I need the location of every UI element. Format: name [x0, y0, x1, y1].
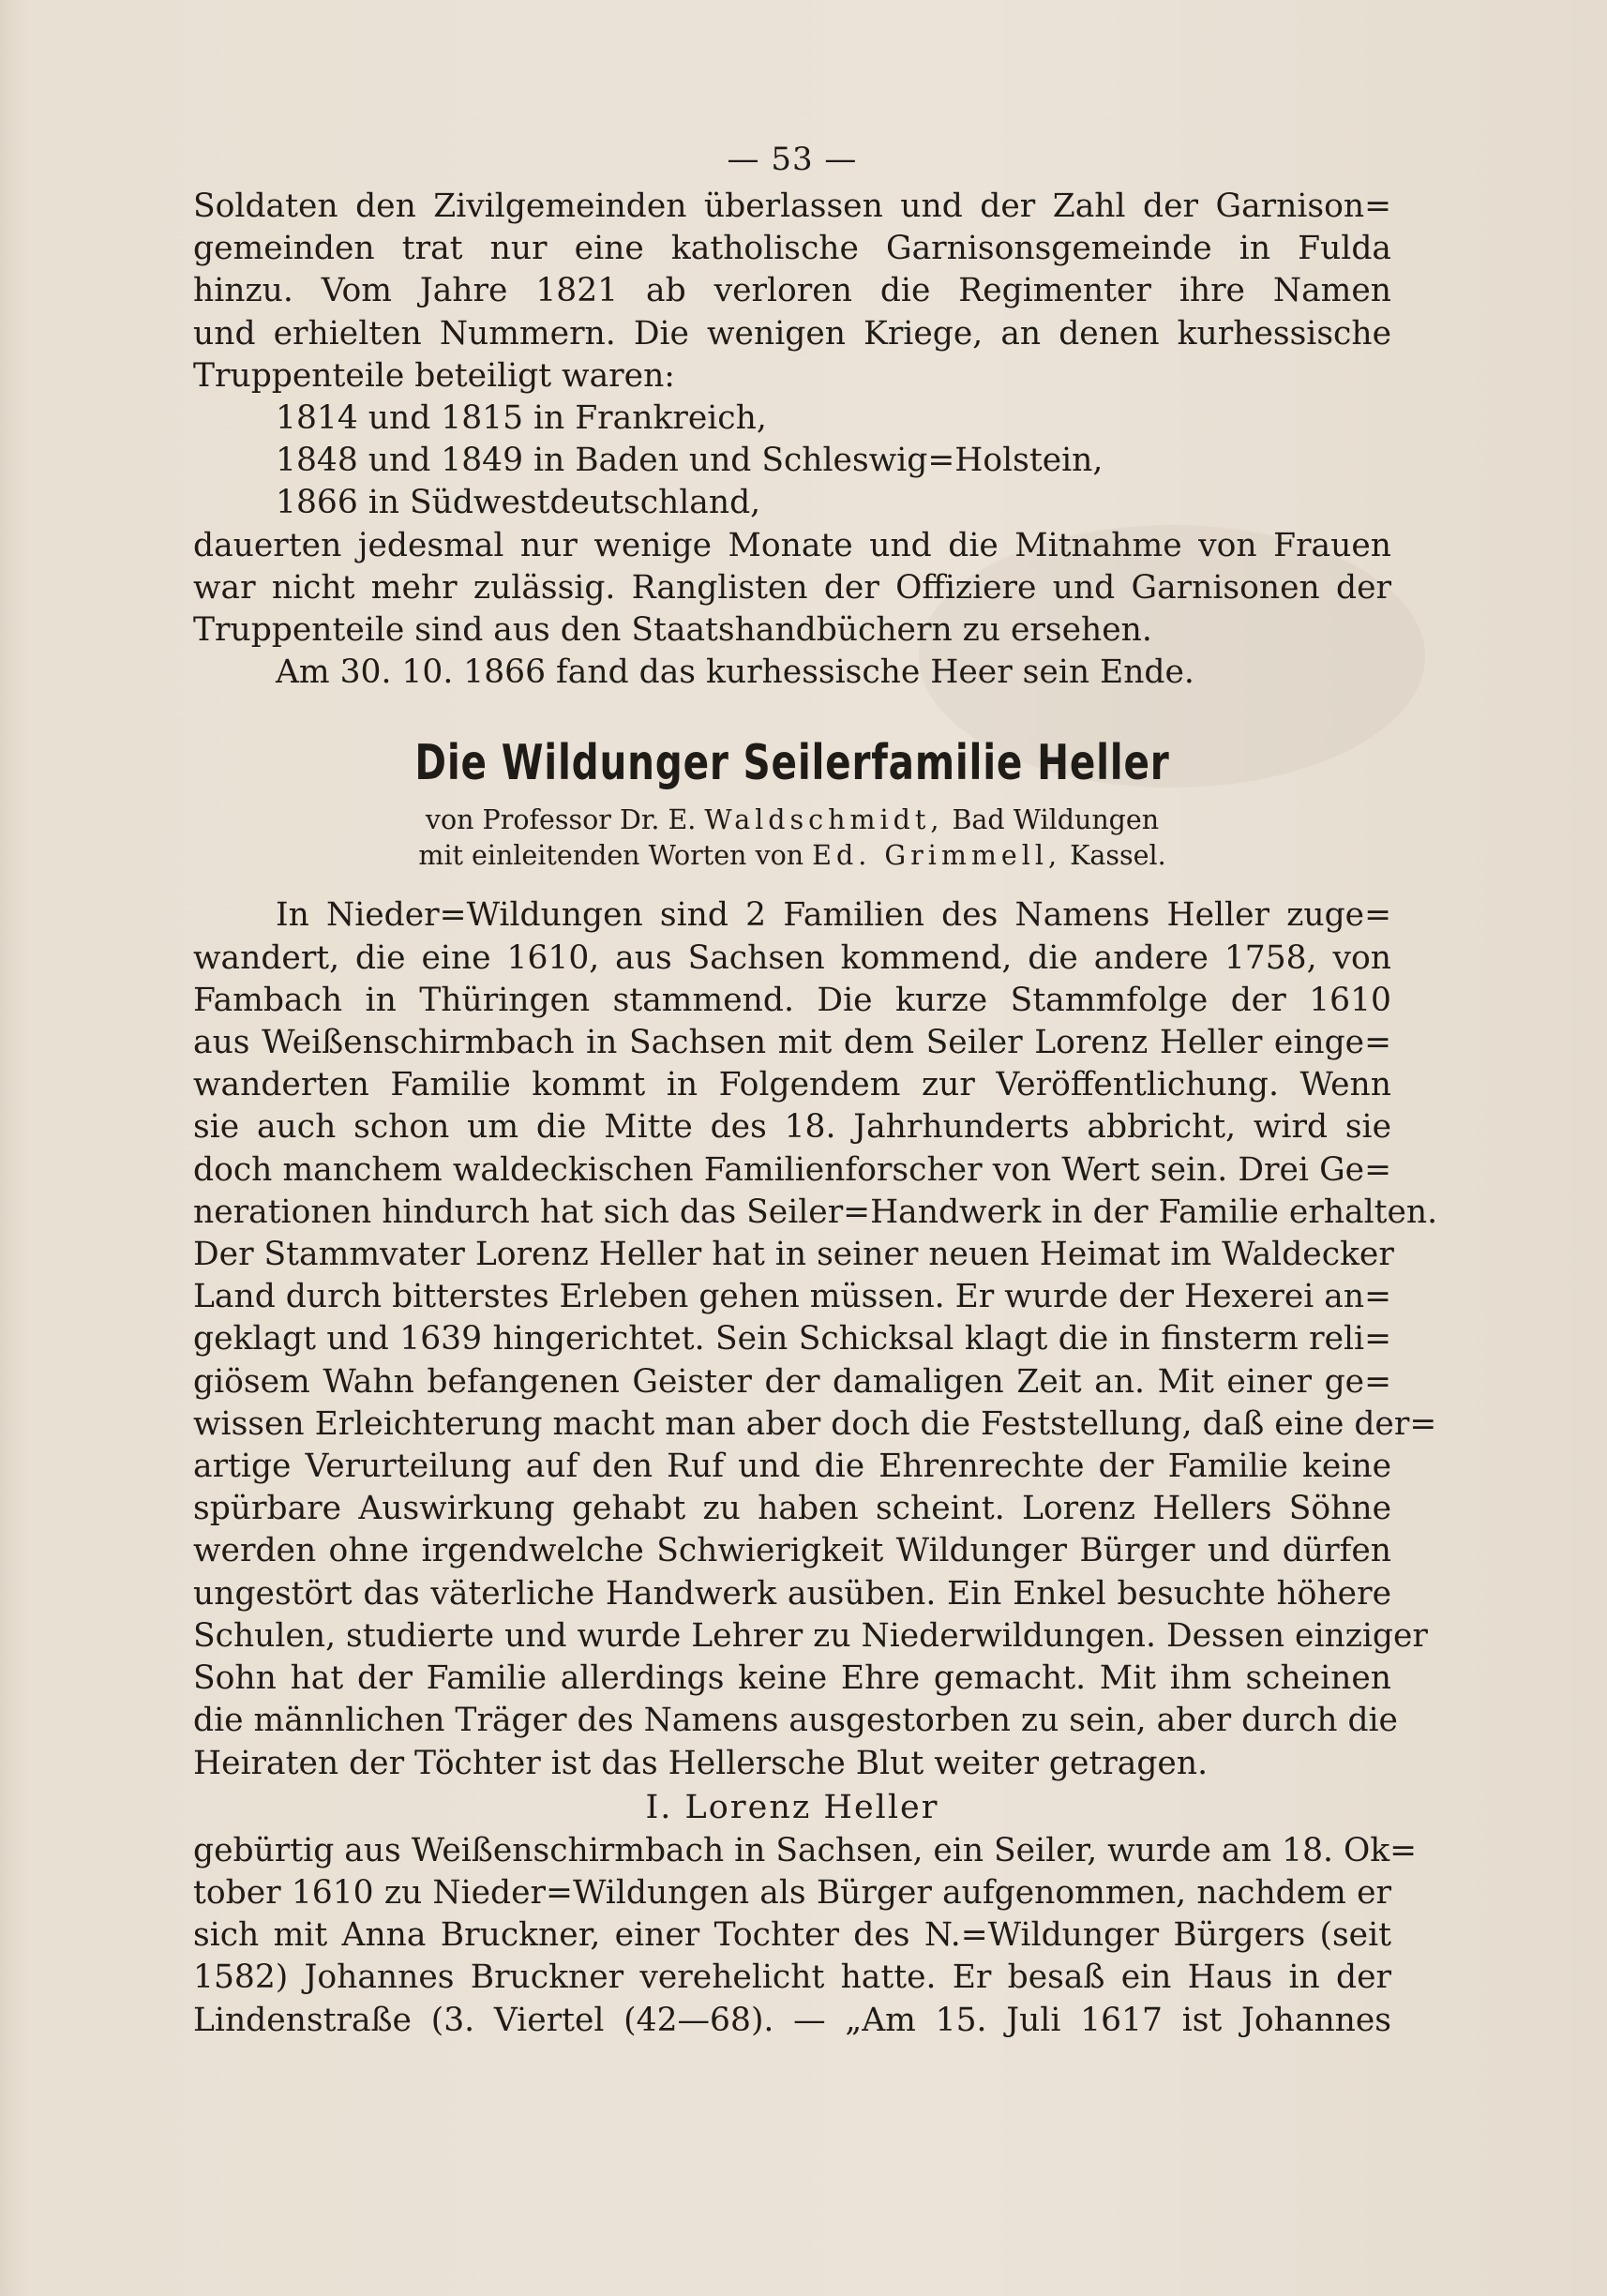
- text-line: hinzu. Vom Jahre 1821 ab verloren die Regimenter ihre Namen: [193, 272, 1391, 310]
- text-line: spürbare Auswirkung gehabt zu haben scheint. Lorenz Hellers Söhne: [193, 1490, 1391, 1528]
- text-line: gebürtig aus Weißenschirmbach in Sachsen, ein Seiler, wurde am 18. Ok=: [193, 1831, 1418, 1869]
- text-line: tober 1610 zu Nieder=Wildungen als Bürger aufgenommen, nachdem er: [193, 1873, 1391, 1912]
- text-line: geklagt und 1639 hingerichtet. Sein Schicksal klagt die in finsterm reli=: [193, 1320, 1391, 1358]
- text-line: wandert, die eine 1610, aus Sachsen kommend, die andere 1758, von: [193, 938, 1391, 977]
- campaign-item: 1866 in Südwestdeutschland,: [276, 484, 761, 522]
- campaign-item: 1848 und 1849 in Baden und Schleswig=Holstein,: [276, 442, 1104, 480]
- text-line: nerationen hindurch hat sich das Seiler=Handwerk in der Familie erhalten.: [193, 1193, 1438, 1231]
- text-line: artige Verurteilung auf den Ruf und die Ehrenrechte der Familie keine: [193, 1448, 1391, 1486]
- text-line: giösem Wahn befangenen Geister der damaligen Zeit an. Mit einer ge=: [193, 1362, 1391, 1401]
- text-line: Soldaten den Zivilgemeinden überlassen und der Zahl der Garnison=: [193, 188, 1391, 225]
- text-line: Truppenteile sind aus den Staatshandbüchern zu ersehen.: [193, 611, 1152, 650]
- campaign-item: 1814 und 1815 in Frankreich,: [276, 399, 767, 438]
- text-line: Land durch bitterstes Erleben gehen müssen. Er wurde der Hexerei an=: [193, 1278, 1391, 1316]
- text-line: 1582) Johannes Bruckner verehelicht hatte. Er besaß ein Haus in der: [193, 1958, 1391, 1997]
- text-line: die männlichen Träger des Namens ausgestorben zu sein, aber durch die: [193, 1702, 1398, 1740]
- article-title: Die Wildunger Seilerfamilie Heller: [414, 735, 1170, 792]
- text-line: Am 30. 10. 1866 fand das kurhessische Heer sein Ende.: [276, 653, 1194, 692]
- text-line: dauerten jedesmal nur wenige Monate und die Mitnahme von Frauen: [193, 526, 1391, 564]
- main-paragraph: [193, 894, 1438, 1784]
- text-line: doch manchem waldeckischen Familienforscher von Wert sein. Drei Ge=: [193, 1150, 1391, 1189]
- text-line: sie auch schon um die Mitte des 18. Jahrhunderts abbricht, wird sie: [193, 1108, 1391, 1147]
- intro-paragraph: [193, 186, 1391, 694]
- text-line: Heiraten der Töchter ist das Hellersche Blut weiter getragen.: [193, 1744, 1209, 1782]
- text-line: und erhielten Nummern. Die wenigen Kriege, an denen kurhessische: [193, 314, 1391, 353]
- text-line: werden ohne irgendwelche Schwierigkeit Wildunger Bürger und dürfen: [193, 1532, 1391, 1570]
- byline-author-name: Waldschmidt,: [704, 804, 944, 836]
- section-heading: I. Lorenz Heller: [645, 1788, 939, 1826]
- text-line: Schulen, studierte und wurde Lehrer zu Niederwildungen. Dessen einziger: [193, 1616, 1428, 1655]
- text-line: wanderten Familie kommt in Folgendem zur Veröffentlichung. Wenn: [193, 1066, 1391, 1104]
- byline-author-name: Ed. Grimmell,: [812, 840, 1062, 872]
- text-line: Fambach in Thüringen stammend. Die kurze Stammfolge der 1610: [193, 981, 1391, 1019]
- text-line: Truppenteile beteiligt waren:: [193, 356, 675, 395]
- text-line: gemeinden trat nur eine katholische Garnisonsgemeinde in Fulda: [193, 230, 1391, 268]
- text-line: wissen Erleichterung macht man aber doch die Feststellung, daß eine der=: [193, 1404, 1437, 1443]
- byline-intro: [193, 838, 1391, 874]
- text-line: war nicht mehr zulässig. Ranglisten der Offiziere und Garnisonen der: [193, 568, 1391, 607]
- byline-place: Bad Wildungen: [952, 804, 1160, 836]
- text-line: In Nieder=Wildungen sind 2 Familien des Namens Heller zuge=: [276, 896, 1391, 935]
- byline-place: Kassel.: [1070, 840, 1166, 872]
- text-line: Sohn hat der Familie allerdings keine Ehre gemacht. Mit ihm scheinen: [193, 1659, 1391, 1698]
- section-paragraph: [193, 1830, 1418, 2042]
- page-content: [193, 139, 1438, 2042]
- byline-author: [193, 803, 1391, 838]
- text-line: aus Weißenschirmbach in Sachsen mit dem Seiler Lorenz Heller einge=: [193, 1024, 1391, 1062]
- text-line: Lindenstraße (3. Viertel (42—68). — „Am 15. Juli 1617 ist Johannes: [193, 2001, 1391, 2039]
- byline-prefix: von Professor Dr. E.: [425, 804, 697, 836]
- text-line: Der Stammvater Lorenz Heller hat in seiner neuen Heimat im Waldecker: [193, 1236, 1394, 1274]
- text-line: sich mit Anna Bruckner, einer Tochter des N.=Wildunger Bürgers (seit: [193, 1916, 1391, 1955]
- byline-prefix: mit einleitenden Worten von: [418, 840, 804, 872]
- text-line: ungestört das väterliche Handwerk ausüben. Ein Enkel besuchte höhere: [193, 1574, 1391, 1613]
- page-number: — 53 —: [727, 141, 858, 178]
